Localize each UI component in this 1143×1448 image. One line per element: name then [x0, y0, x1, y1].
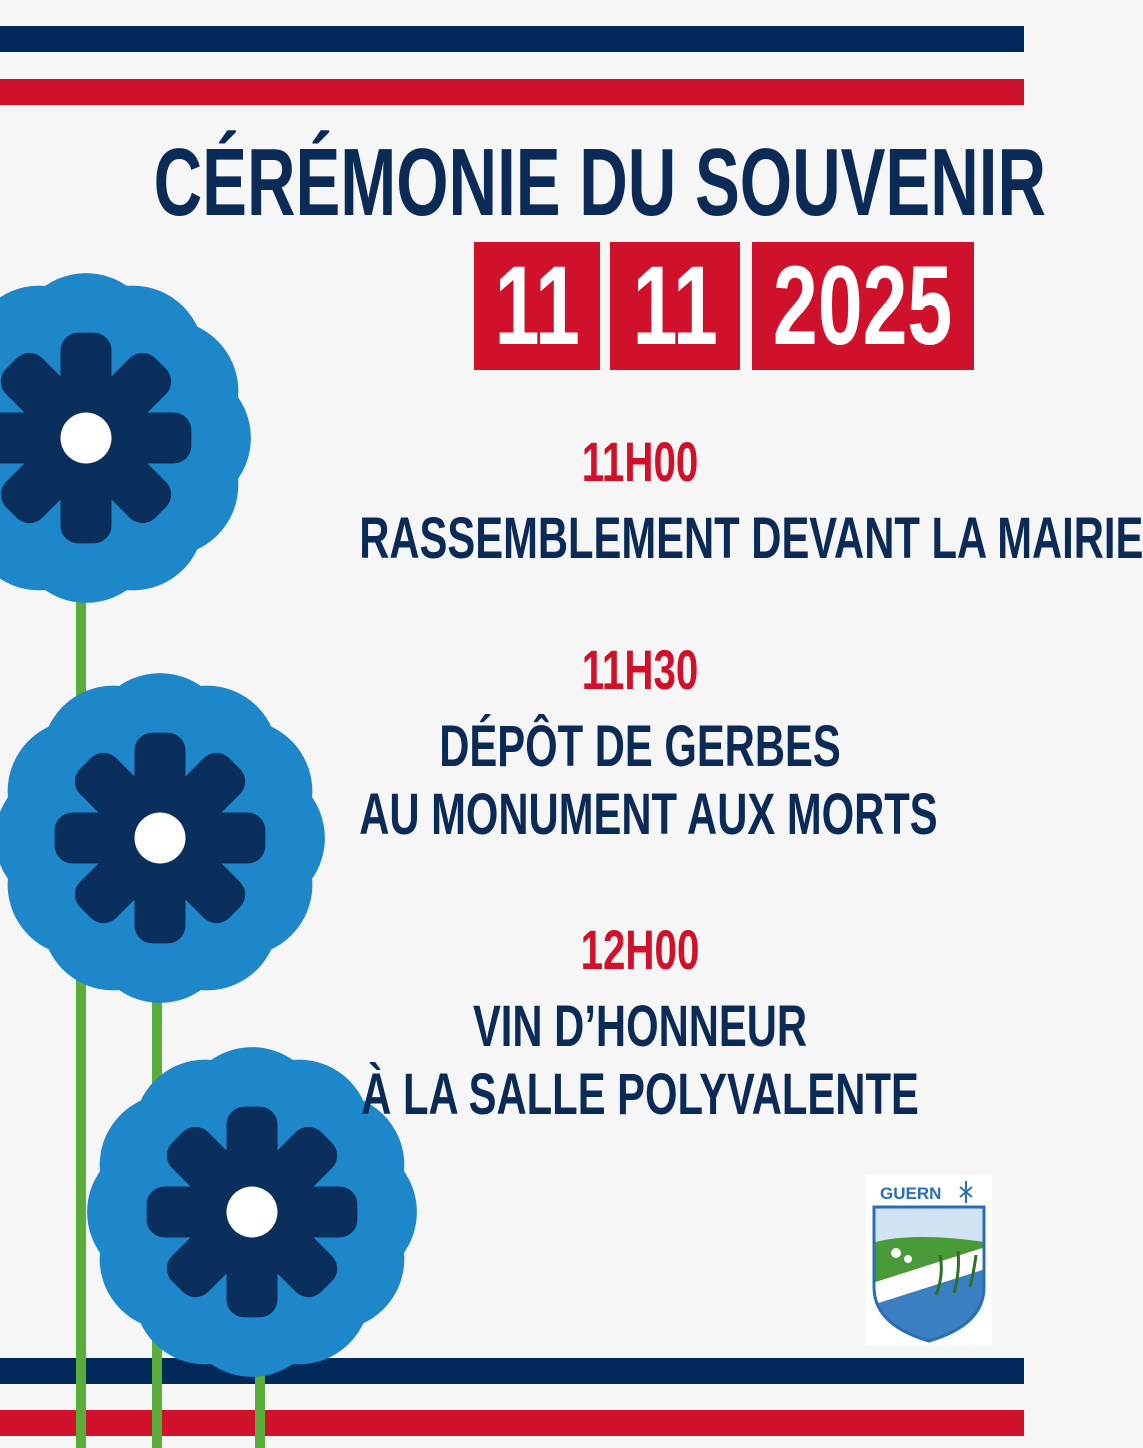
town-coat-of-arms-icon [866, 1175, 992, 1345]
event-description: À LA SALLE POLYVALENTE [361, 1062, 919, 1127]
event-description: AU MONUMENT AUX MORTS [359, 782, 938, 847]
logo-text: GUERN [880, 1184, 942, 1203]
page-title: CÉRÉMONIE DU SOUVENIR [153, 129, 1046, 236]
event-description: VIN D’HONNEUR [472, 994, 808, 1059]
cornflower-icon [0, 673, 325, 1003]
date-day-box [474, 242, 600, 370]
event-time: 11H30 [581, 638, 699, 701]
event-description: DÉPÔT DE GERBES [439, 714, 841, 779]
cornflower-icon [0, 273, 251, 603]
date-year-box [752, 242, 974, 370]
event-description: RASSEMBLEMENT DEVANT LA MAIRIE [359, 506, 1143, 571]
date-day: 11 [494, 243, 580, 368]
event-time: 11H00 [581, 430, 699, 493]
date-month-box [610, 242, 740, 370]
event-time: 12H00 [580, 918, 700, 981]
date-month: 11 [632, 243, 718, 368]
date-year: 2025 [773, 243, 953, 368]
